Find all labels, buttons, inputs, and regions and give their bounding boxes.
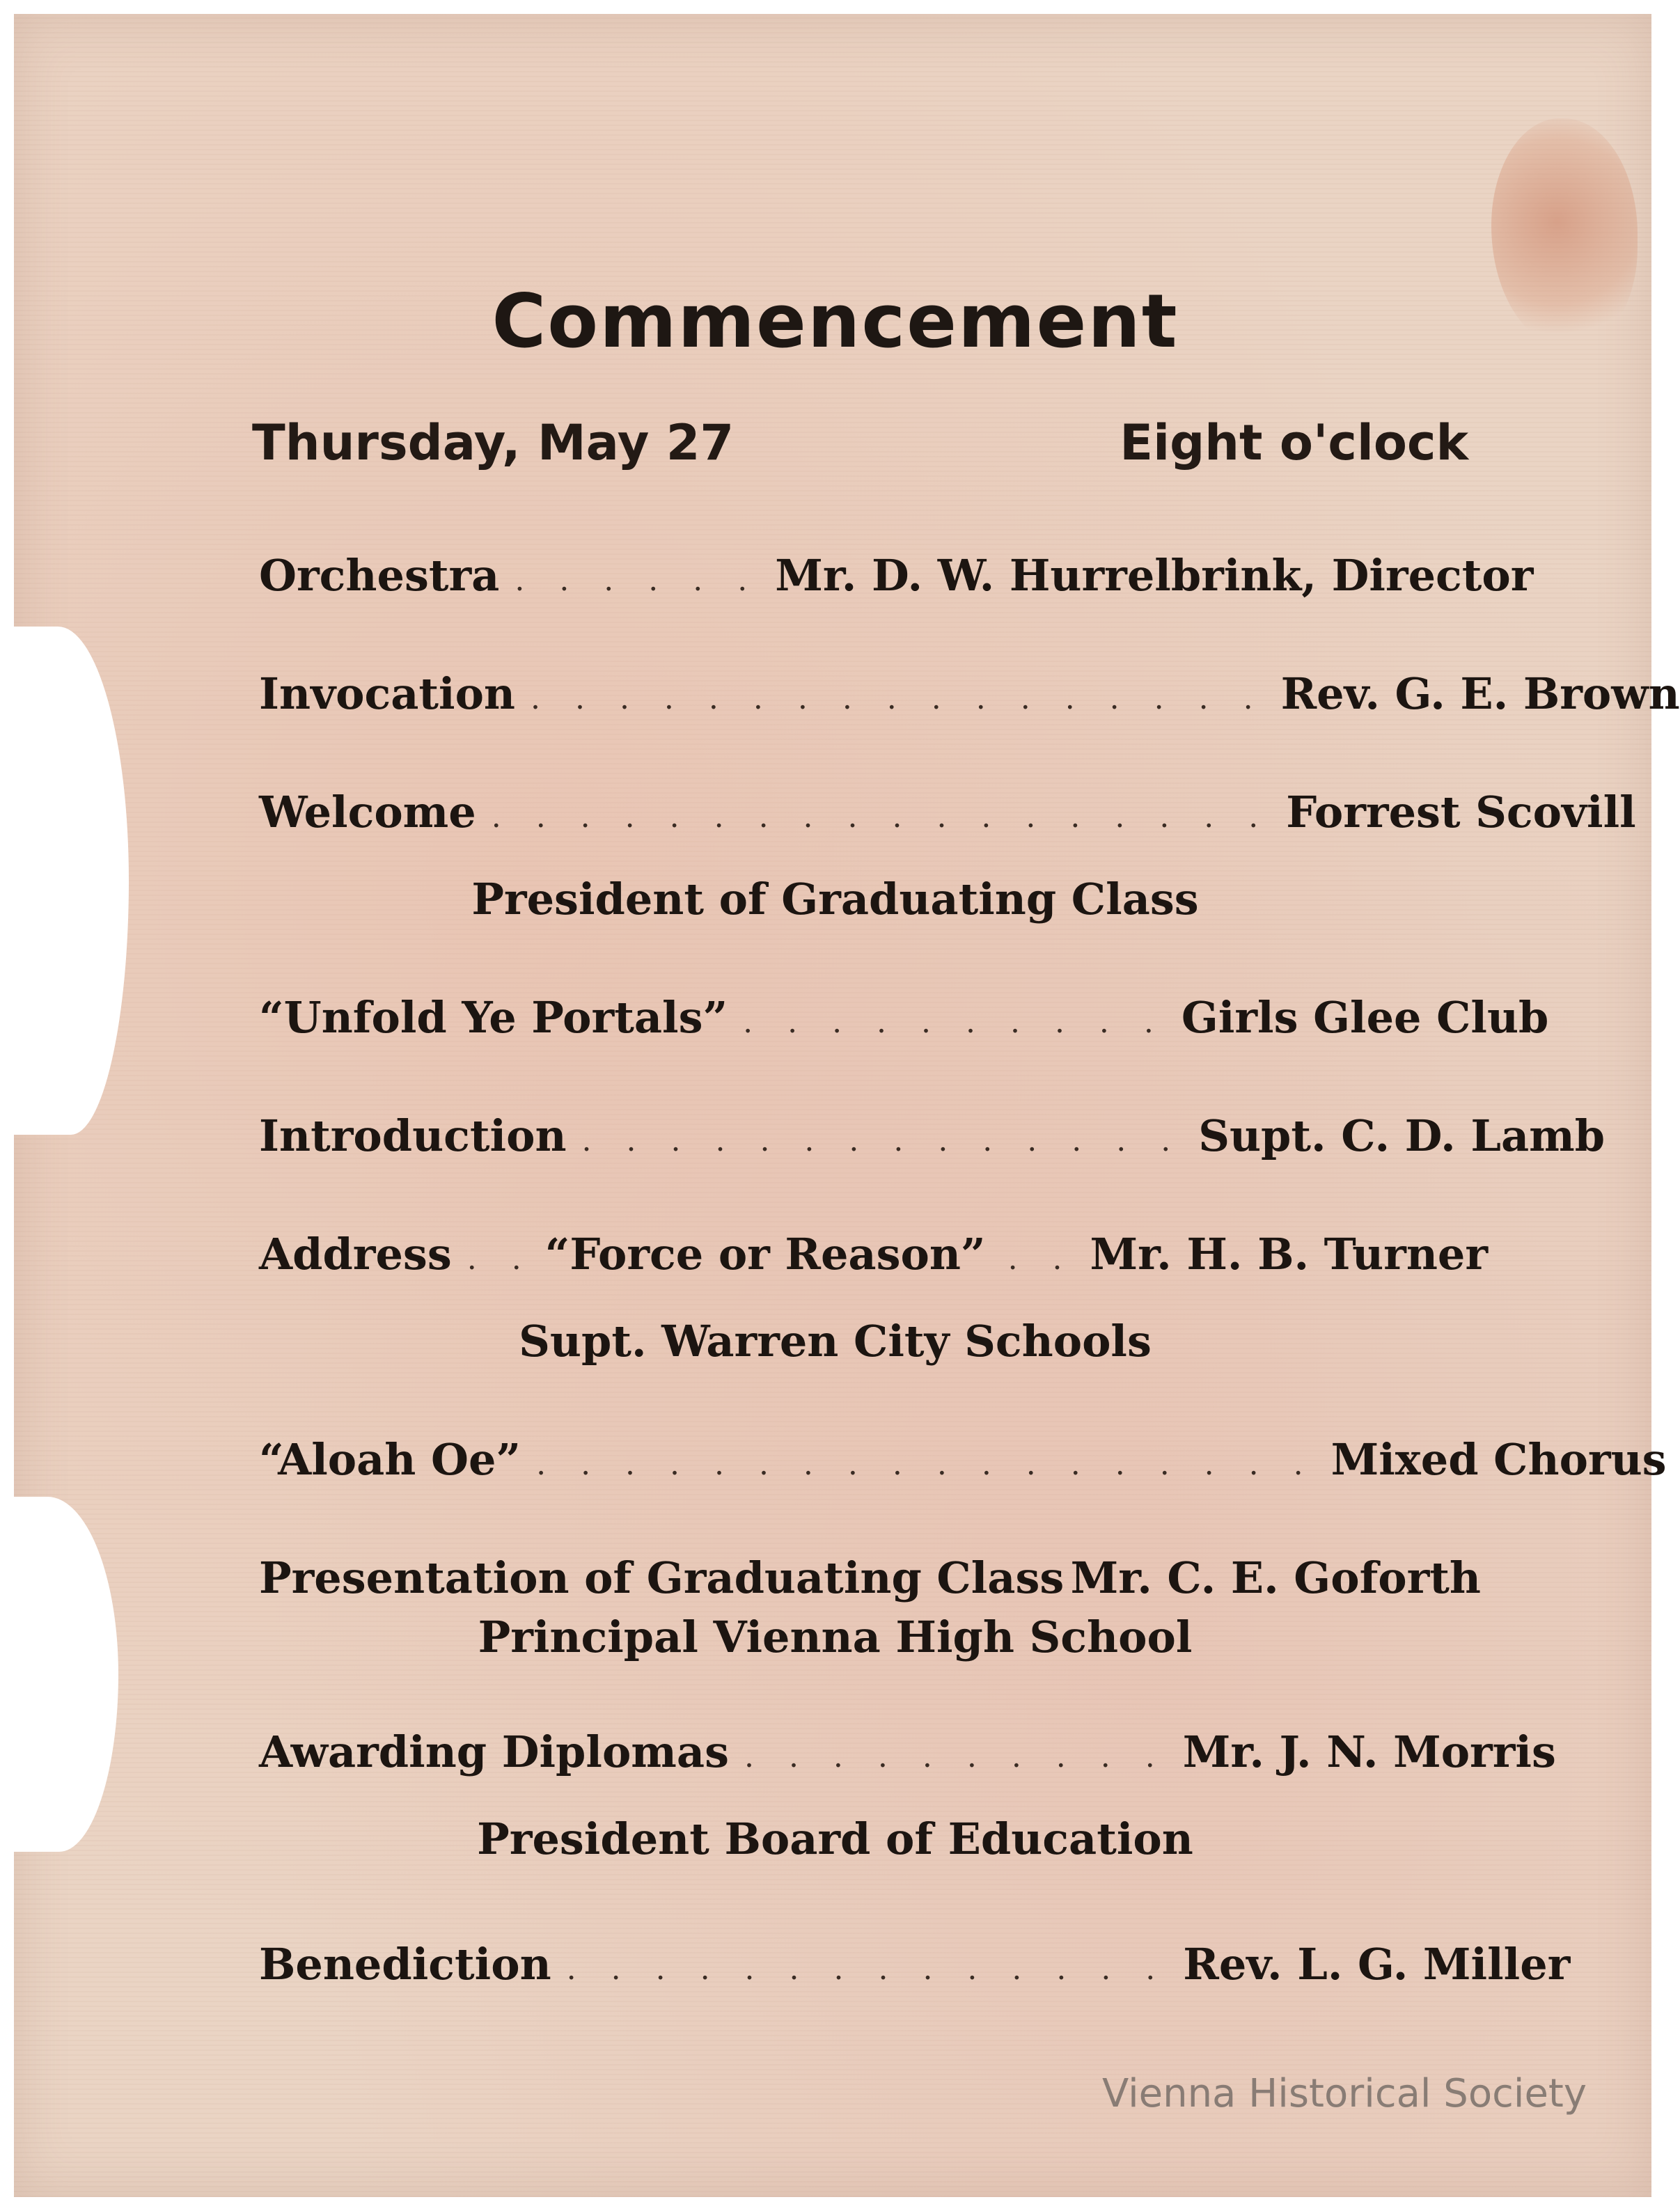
program-item-person: Mr. C. E. Goforth [1070, 1552, 1481, 1603]
program-item-subtitle: President of Graduating Class [471, 874, 1199, 924]
program-item-person: Rev. G. E. Brown [1280, 668, 1680, 719]
program-item-subtitle: Supt. Warren City Schools [519, 1316, 1152, 1367]
event-date: Thursday, May 27 [252, 414, 735, 471]
program-item-part: Orchestra [259, 550, 500, 601]
leader-dots: . . . . . . . . . . . . . . [566, 1951, 1168, 1987]
program-item-person: Supt. C. D. Lamb [1198, 1110, 1606, 1161]
program-item [259, 1552, 1481, 1615]
program-item-part: Awarding Diplomas [259, 1726, 729, 1777]
program-item-subtitle: President Board of Education [477, 1813, 1193, 1864]
program-item-part: Address [259, 1229, 452, 1280]
leader-dots: . . . . . . . . . . . . . . [581, 1123, 1184, 1158]
leader-dots: . . [466, 1241, 534, 1277]
leader-dots: . . . . . . . . . . [744, 1739, 1168, 1775]
program-item-part: “Aloah Oe” [259, 1434, 521, 1485]
program-item-part: Invocation [259, 668, 516, 719]
leader-dots: . . . . . . . . . . . . . . . . . . [491, 799, 1271, 835]
program-item-person: Rev. L. G. Miller [1183, 1939, 1571, 1990]
leader-dots: . . . . . . . . . . . . . . . . . [531, 681, 1266, 716]
program-item-part: Introduction [259, 1110, 567, 1161]
program-item-person: Mr. J. N. Morris [1182, 1726, 1556, 1777]
leader-dots: . . . . . . [515, 562, 760, 598]
program-item-person: Mixed Chorus [1330, 1434, 1667, 1485]
program-item [259, 1726, 1556, 1789]
program-item [259, 668, 1680, 731]
program-item [259, 1110, 1606, 1173]
leader-dots: . . . . . . . . . . . . . . . . . . [536, 1447, 1316, 1482]
program-item [259, 1229, 1489, 1291]
page-title: Commencement [492, 278, 1179, 364]
event-time: Eight o'clock [1120, 414, 1468, 471]
program-item-topic: “Force or Reason” [544, 1229, 986, 1280]
program-item-subtitle: Principal Vienna High School [478, 1612, 1193, 1662]
program-item-part: “Unfold Ye Portals” [259, 992, 728, 1043]
leader-dots: . . . . . . . . . . [743, 1005, 1166, 1040]
program-item-part: Welcome [259, 787, 476, 837]
program-item-person: Forrest Scovill [1286, 787, 1636, 837]
program-item [259, 992, 1549, 1055]
program-item-part: Benediction [259, 1939, 551, 1990]
program-item [259, 550, 1534, 613]
leader-dots: . . [1007, 1241, 1075, 1277]
program-item [259, 1434, 1667, 1497]
program-item-person: Mr. D. W. Hurrelbrink, Director [775, 550, 1534, 601]
program-item [259, 787, 1636, 849]
program-item-person: Mr. H. B. Turner [1090, 1229, 1489, 1280]
program-item [259, 1939, 1571, 2001]
watermark: Vienna Historical Society [1101, 2071, 1587, 2116]
program-item-person: Girls Glee Club [1181, 992, 1549, 1043]
program-item-part: Presentation of Graduating Class [259, 1552, 1065, 1603]
